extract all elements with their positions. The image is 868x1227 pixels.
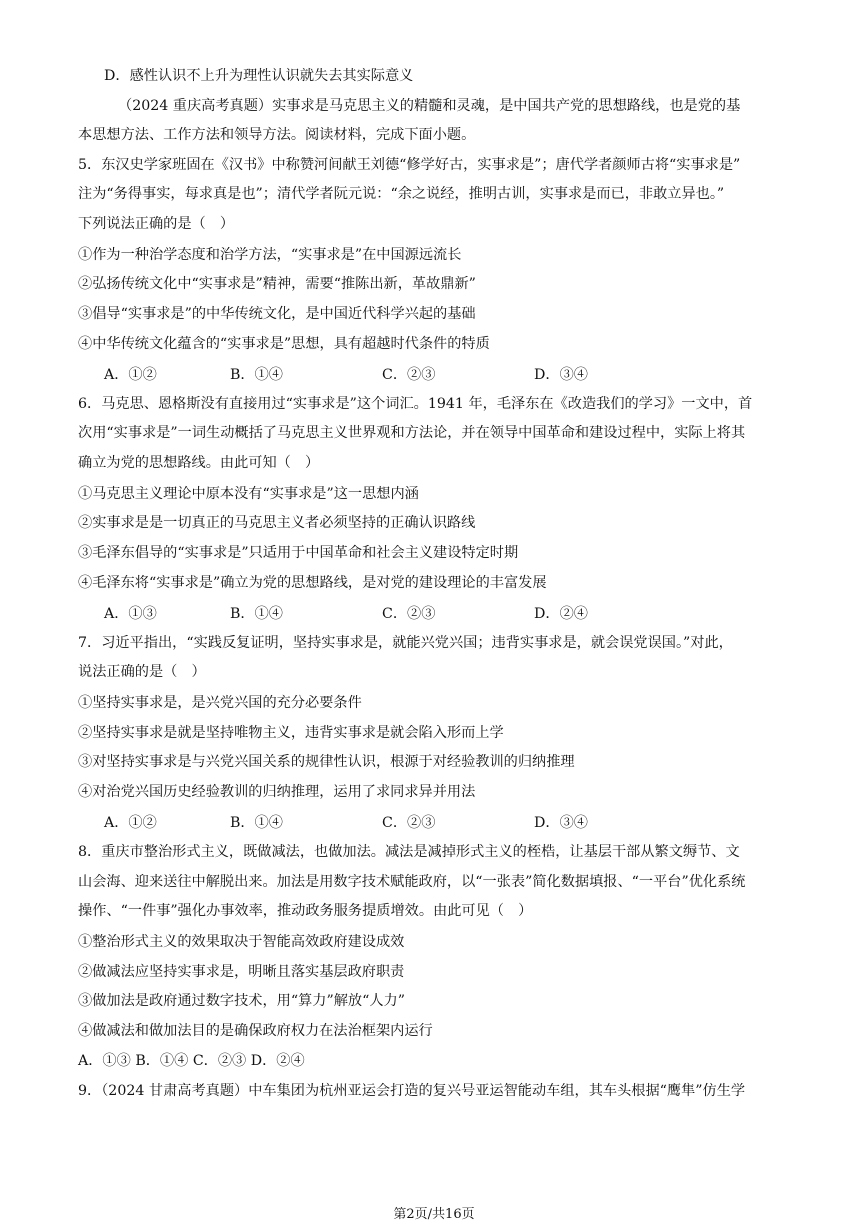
question-6-stem: 次用“实事求是”一词生动概括了马克思主义世界观和方法论，并在领导中国革命和建设过程中，实际上将其 [78,425,746,441]
option-c: C．②③ [382,815,436,831]
statement-4: ④毛泽东将“实事求是”确立为党的思想路线，是对党的建设理论的丰富发展 [78,575,547,591]
option-a: A．①③ [104,606,157,622]
option-c: C．②③ [382,606,436,622]
statement-1: ①整治形式主义的效果取决于智能高效政府建设成效 [78,934,405,950]
option-c: C．②③ [382,367,436,383]
question-6-stem: 6．马克思、恩格斯没有直接用过“实事求是”这个词汇。1941 年，毛泽东在《改造我们的学习》一文中，首 [78,396,753,412]
statement-1: ①马克思主义理论中原本没有“实事求是”这一思想内涵 [78,486,419,502]
option-d: D．③④ [534,367,588,383]
statement-2: ②弘扬传统文化中“实事求是”精神，需要“推陈出新，革故鼎新” [78,276,476,292]
material-intro: （2024 重庆高考真题）实事求是马克思主义的精髓和灵魂，是中国共产党的思想路线，也是党的基 [118,98,741,114]
option-a: A．①② [104,815,157,831]
question-5-stem: 下列说法正确的是（ ） [78,216,235,232]
question-5-options [104,365,704,385]
statement-4: ④做减法和做加法目的是确保政府权力在法治框架内运行 [78,1023,433,1039]
option-d-q4: D．感性认识不上升为理性认识就失去其实际意义 [104,68,414,84]
option-d: D．②④ [534,606,588,622]
question-5-stem: 5．东汉史学家班固在《汉书》中称赞河间献王刘德“修学好古，实事求是”；唐代学者颜师古将“实事求是” [78,157,741,173]
question-8-options: A．①③ B．①④ C．②③ D．②④ [78,1053,305,1069]
statement-3: ③做加法是政府通过数字技术，用“算力”解放“人力” [78,993,405,1009]
question-6-options [104,604,704,624]
question-9-stem: 9．（2024 甘肃高考真题）中车集团为杭州亚运会打造的复兴号亚运智能动车组，其车头根据“鹰隼”仿生学 [78,1083,746,1099]
question-7-options [104,813,704,833]
statement-4: ④中华传统文化蕴含的“实事求是”思想，具有超越时代条件的特质 [78,336,490,352]
question-8-stem: 操作、“一件事”强化办事效率，推动政务服务提质增效。由此可见（ ） [78,903,533,919]
statement-3: ③毛泽东倡导的“实事求是”只适用于中国革命和社会主义建设特定时期 [78,545,519,561]
statement-3: ③对坚持实事求是与兴党兴国关系的规律性认识，根源于对经验教训的归纳推理 [78,754,575,770]
material-intro-cont: 本思想方法、工作方法和领导方法。阅读材料，完成下面小题。 [78,127,476,143]
statement-2: ②坚持实事求是就是坚持唯物主义，违背实事求是就会陷入形而上学 [78,725,504,741]
statement-2: ②实事求是是一切真正的马克思主义者必须坚持的正确认识路线 [78,515,476,531]
question-8-stem: 山会海、迎来送往中解脱出来。加法是用数字技术赋能政府，以“一张表”简化数据填报、“一平台”优化系统 [78,874,746,890]
option-a: A．①② [104,367,157,383]
option-b: B．①④ [230,367,283,383]
statement-2: ②做减法应坚持实事求是，明晰且落实基层政府职责 [78,964,405,980]
page-number: 第2页/共16页 [393,1207,475,1222]
statement-4: ④对治党兴国历史经验教训的归纳推理，运用了求同求异并用法 [78,784,476,800]
question-7-stem: 7．习近平指出，“实践反复证明，坚持实事求是，就能兴党兴国；违背实事求是，就会误党误国。”对此， [78,635,733,651]
question-5-stem: 注为“务得事实，每求真是也”；清代学者阮元说：“余之说经，推明古训，实事求是而已，非敢立异也。” [78,186,725,202]
option-b: B．①④ [230,815,283,831]
question-6-stem: 确立为党的思想路线。由此可知（ ） [78,455,320,471]
statement-3: ③倡导“实事求是”的中华传统文化，是中国近代科学兴起的基础 [78,306,476,322]
option-d: D．③④ [534,815,588,831]
statement-1: ①作为一种治学态度和治学方法，“实事求是”在中国源远流长 [78,247,462,263]
option-b: B．①④ [230,606,283,622]
question-8-stem: 8．重庆市整治形式主义，既做减法，也做加法。减法是减掉形式主义的桎梏，让基层干部从繁文缛节、文 [78,844,740,860]
question-7-stem: 说法正确的是（ ） [78,664,206,680]
statement-1: ①坚持实事求是，是兴党兴国的充分必要条件 [78,695,362,711]
